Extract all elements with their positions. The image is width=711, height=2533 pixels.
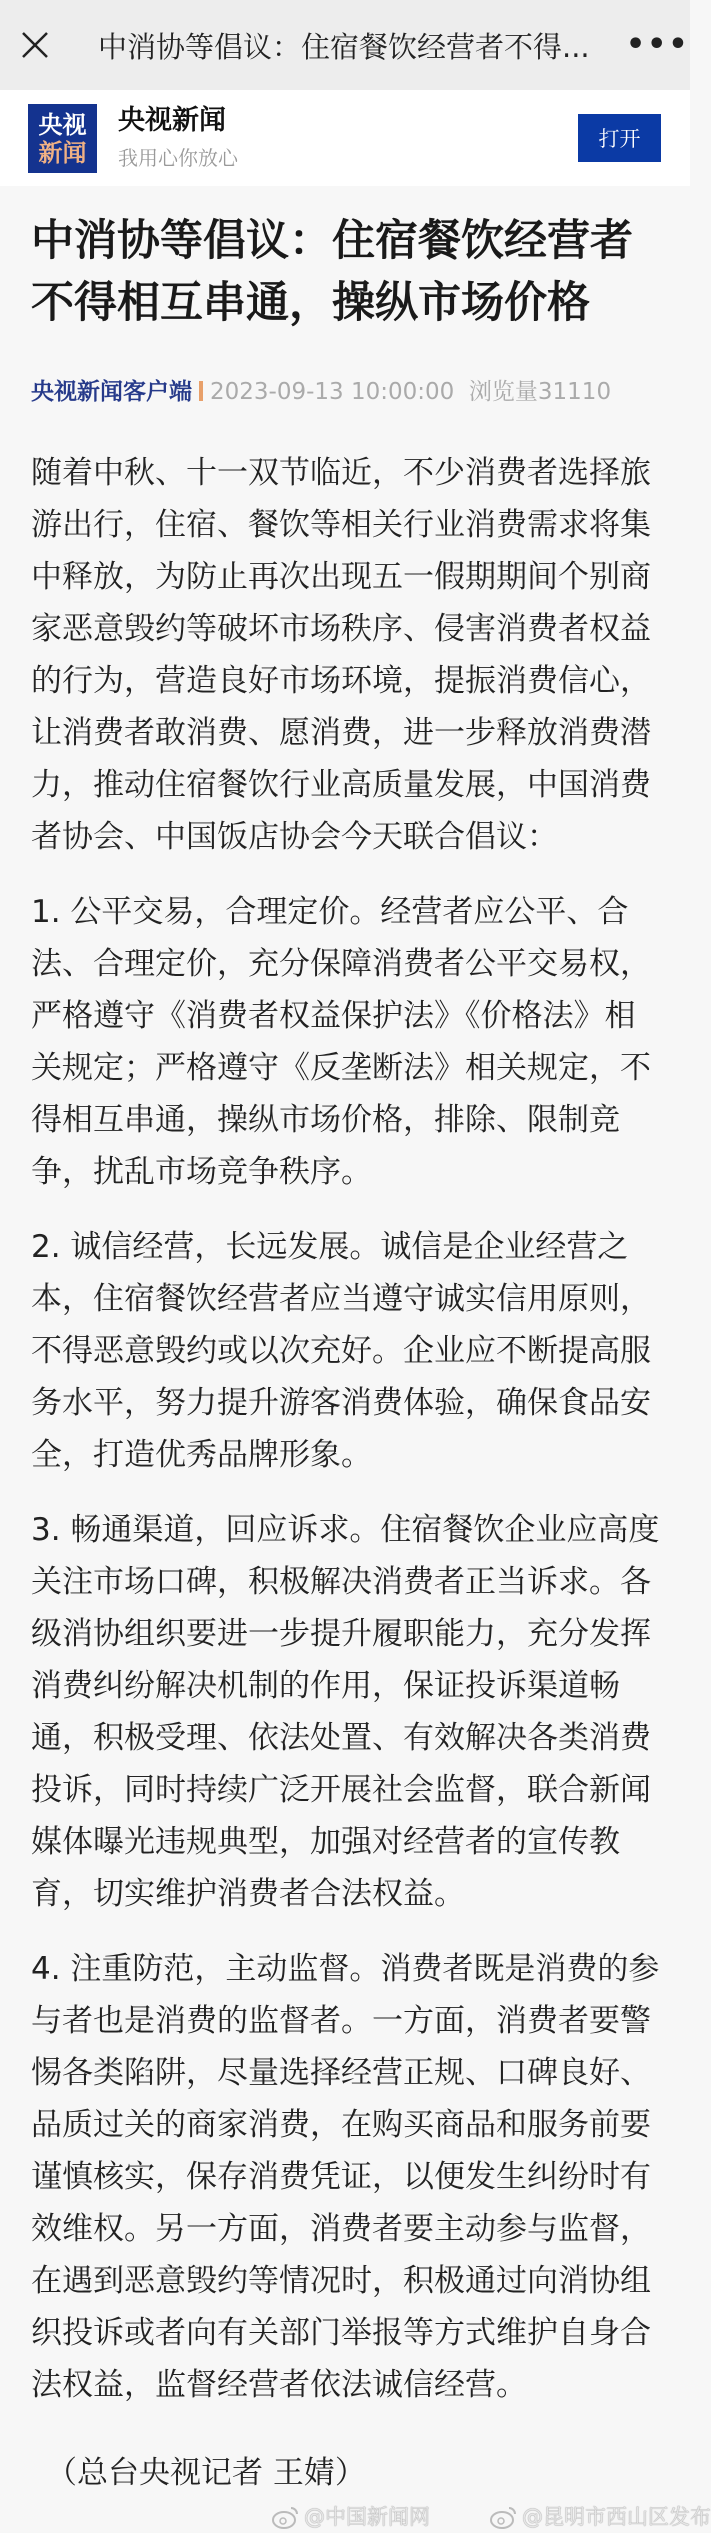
app-slogan: 我用心你放心: [118, 146, 238, 170]
paragraph-line: 务水平，努力提升游客消费体验，确保食品安: [31, 1385, 651, 1421]
paragraph-line: 级消协组织要进一步提升履职能力，充分发挥: [31, 1616, 651, 1652]
article-meta: [31, 377, 611, 407]
paragraph-line: 不得恶意毁约或以次充好。企业应不断提高服: [31, 1333, 651, 1369]
paragraph-line: 中释放，为防止再次出现五一假期期间个别商: [31, 559, 651, 595]
view-count: 浏览量31110: [468, 379, 612, 405]
close-icon[interactable]: [20, 30, 50, 60]
paragraph-line: 育，切实维护消费者合法权益。: [31, 1876, 465, 1912]
paragraph-line: 本，住宿餐饮经营者应当遵守诚实信用原则，: [31, 1281, 651, 1317]
paragraph-line: 关注市场口碑，积极解决消费者正当诉求。各: [31, 1564, 651, 1600]
app-name: 央视新闻: [118, 105, 226, 136]
paragraph-line: 严格遵守《消费者权益保护法》《价格法》相: [31, 998, 636, 1034]
logo-text-1: 央视: [38, 110, 87, 139]
publish-datetime: 2023-09-13 10:00:00: [210, 379, 455, 405]
page-title: 中消协等倡议：住宿餐饮经营者不得...: [98, 30, 590, 64]
paragraph-line: 织投诉或者向有关部门举报等方式维护自身合: [31, 2315, 651, 2351]
paragraph-line: 的行为，营造良好市场环境，提振消费信心，: [31, 663, 651, 699]
paragraph-line: 效维权。另一方面，消费者要主动参与监督，: [31, 2211, 651, 2247]
paragraph-line: 消费纠纷解决机制的作用，保证投诉渠道畅: [31, 1668, 620, 1704]
watermark-1: [272, 2503, 430, 2531]
paragraph-line: 投诉，同时持续广泛开展社会监督，联合新闻: [31, 1772, 651, 1808]
paragraph-line: 4. 注重防范，主动监督。消费者既是消费的参: [31, 1951, 660, 1987]
paragraph-line: 谨慎核实，保存消费凭证，以便发生纠纷时有: [31, 2159, 651, 2195]
paragraph-line: 3. 畅通渠道，回应诉求。住宿餐饮企业应高度: [31, 1512, 660, 1548]
weibo-icon: [272, 2505, 300, 2529]
article-paragraph: [31, 1943, 671, 2411]
paragraph-line: 争，扰乱市场竞争秩序。: [31, 1154, 372, 1190]
meta-divider: [199, 381, 203, 401]
paragraph-line: 力，推动住宿餐饮行业高质量发展，中国消费: [31, 767, 651, 803]
paragraph-line: 1. 公平交易，合理定价。经营者应公平、合: [31, 894, 629, 930]
paragraph-line: 关规定；严格遵守《反垄断法》相关规定，不: [31, 1050, 651, 1086]
paragraph-line: 通，积极受理、依法处置、有效解决各类消费: [31, 1720, 651, 1756]
open-app-button[interactable]: 打开: [578, 114, 661, 162]
paragraph-line: 在遇到恶意毁约等情况时，积极通过向消协组: [31, 2263, 651, 2299]
paragraph-line: 游出行，住宿、餐饮等相关行业消费需求将集: [31, 507, 651, 543]
article-paragraph: [31, 447, 671, 863]
watermark-2: [490, 2503, 711, 2531]
paragraph-line: 全，打造优秀品牌形象。: [31, 1437, 372, 1473]
paragraph-line: 得相互串通，操纵市场价格，排除、限制竞: [31, 1102, 620, 1138]
paragraph-line: 家恶意毁约等破坏市场秩序、侵害消费者权益: [31, 611, 651, 647]
paragraph-line: 者协会、中国饭店协会今天联合倡议：: [31, 819, 558, 855]
paragraph-line: 与者也是消费的监督者。一方面，消费者要警: [31, 2003, 651, 2039]
paragraph-line: 惕各类陷阱，尽量选择经营正规、口碑良好、: [31, 2055, 651, 2091]
more-options-icon[interactable]: •••: [626, 27, 690, 62]
article-byline: （总台央视记者 王婧）: [46, 2455, 366, 2491]
weibo-icon: [490, 2505, 518, 2529]
paragraph-line: 媒体曝光违规典型，加强对经营者的宣传教: [31, 1824, 620, 1860]
logo-text-2: 新闻: [38, 138, 87, 167]
article-source[interactable]: 央视新闻客户端: [31, 379, 192, 405]
article-body: [31, 447, 671, 2434]
watermark-text: @昆明市西山区发布: [522, 2505, 711, 2529]
paragraph-line: 法、合理定价，充分保障消费者公平交易权，: [31, 946, 651, 982]
paragraph-line: 品质过关的商家消费，在购买商品和服务前要: [31, 2107, 651, 2143]
article-paragraph: [31, 1504, 671, 1920]
article-paragraph: [31, 886, 671, 1198]
top-nav-bar: [0, 0, 690, 90]
app-banner: [0, 90, 690, 186]
paragraph-line: 让消费者敢消费、愿消费，进一步释放消费潜: [31, 715, 651, 751]
paragraph-line: 法权益，监督经营者依法诚信经营。: [31, 2367, 527, 2403]
watermark-text: @中国新闻网: [304, 2505, 430, 2529]
paragraph-line: 2. 诚信经营，长远发展。诚信是企业经营之: [31, 1229, 629, 1265]
app-logo: [28, 104, 97, 173]
article-paragraph: [31, 1221, 671, 1481]
paragraph-line: 随着中秋、十一双节临近，不少消费者选择旅: [31, 455, 651, 491]
article-title: 中消协等倡议：住宿餐饮经营者不得相互串通，操纵市场价格: [31, 216, 633, 328]
